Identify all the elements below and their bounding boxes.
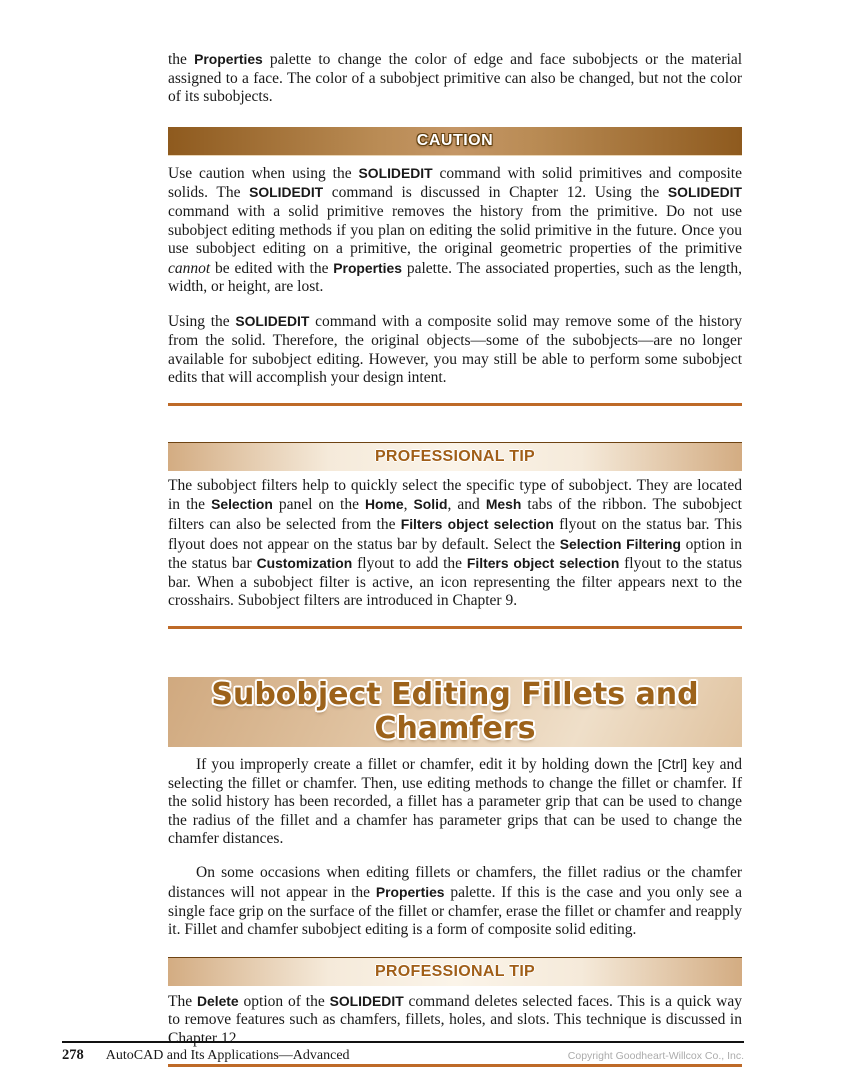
text-column — [168, 0, 742, 1067]
copyright-notice: Copyright Goodheart-Willcox Co., Inc. — [567, 1050, 744, 1062]
tip-end-rule-2 — [168, 1064, 742, 1067]
professional-tip-banner-2 — [168, 957, 742, 986]
professional-tip-paragraph-2: The Delete option of the SOLIDEDIT command deletes selected faces. This is a quick way to remove features such as chamfers, fillets, holes, and slots. This technique is discussed in Chapter 12. — [168, 992, 742, 1047]
professional-tip-title-1: PROFESSIONAL TIP — [374, 447, 536, 465]
caution-paragraph-1: Use caution when using the SOLIDEDIT command with solid primitives and composite solids. The SOLIDEDIT command is discussed in Chapter 12. Using the SOLIDEDIT command with a solid primitive removes the history from the primitive. Do not use subobject editing methods if you plan on editing the solid primitive in the future. Once you use subobject editing on a primitive, the original geometric properties of the primitive cannot be edited with the Properties palette. The associated properties, such as the length, width, or height, are lost. — [168, 164, 742, 296]
caution-paragraph-2: Using the SOLIDEDIT command with a composite solid may remove some of the history from the solid. Therefore, the original objects—some of the subobjects—are no longer available for subobject editing. However, you may still be able to perform some subobject edits that will accomplish your design intent. — [168, 313, 742, 387]
professional-tip-title-2: PROFESSIONAL TIP — [374, 962, 536, 980]
caution-end-rule — [168, 403, 742, 406]
caution-banner — [168, 127, 742, 156]
footer-left — [62, 1047, 350, 1064]
intro-paragraph: the Properties palette to change the color of edge and face subobjects or the material assigned to a face. The color of a subobject primitive can also be changed, but not the color of its subobjects. — [168, 51, 743, 106]
tip-end-rule-1 — [168, 626, 742, 629]
section-paragraph-2: On some occasions when editing fillets or chamfers, the fillet radius or the chamfer distances will not appear in the Properties palette. If this is the case and you only see a single face grip on the surface of the fillet or chamfer, erase the fillet or chamfer and reapply it. Fillet and chamfer subobject editing is a form of composite solid editing. — [168, 864, 742, 939]
section-heading-line-2: Chamfers — [374, 710, 536, 746]
professional-tip-banner-1 — [168, 442, 742, 471]
page-footer — [62, 1041, 744, 1064]
page-number: 278 — [62, 1047, 84, 1063]
section-heading-line-1: Subobject Editing Fillets and — [211, 676, 699, 712]
professional-tip-paragraph-1: The subobject filters help to quickly select the specific type of subobject. They are located in the Selection panel on the Home, Solid, and Mesh tabs of the ribbon. The subobject filters can also be selected from the Filters object selection flyout on the status bar. This flyout does not appear on the status bar by default. Select the Selection Filtering option in the status bar Customization flyout to add the Filters object selection flyout to the status bar. When a subobject filter is active, an icon representing the filter appears next to the crosshairs. Subobject filters are introduced in Chapter 9. — [168, 476, 743, 610]
caution-title: CAUTION — [416, 131, 494, 149]
section-paragraph-1: If you improperly create a fillet or chamfer, edit it by holding down the [Ctrl] key and selecting the fillet or chamfer. Then, use editing methods to change the fillet or chamfer. If the solid history has been recorded, a fillet has a parameter grip that can be used to change the radius of the fillet and a chamfer has parameter grips that can be used to change the chamfer distances. — [168, 755, 742, 848]
book-title: AutoCAD and Its Applications—Advanced — [105, 1048, 350, 1063]
section-heading-banner — [168, 677, 742, 747]
